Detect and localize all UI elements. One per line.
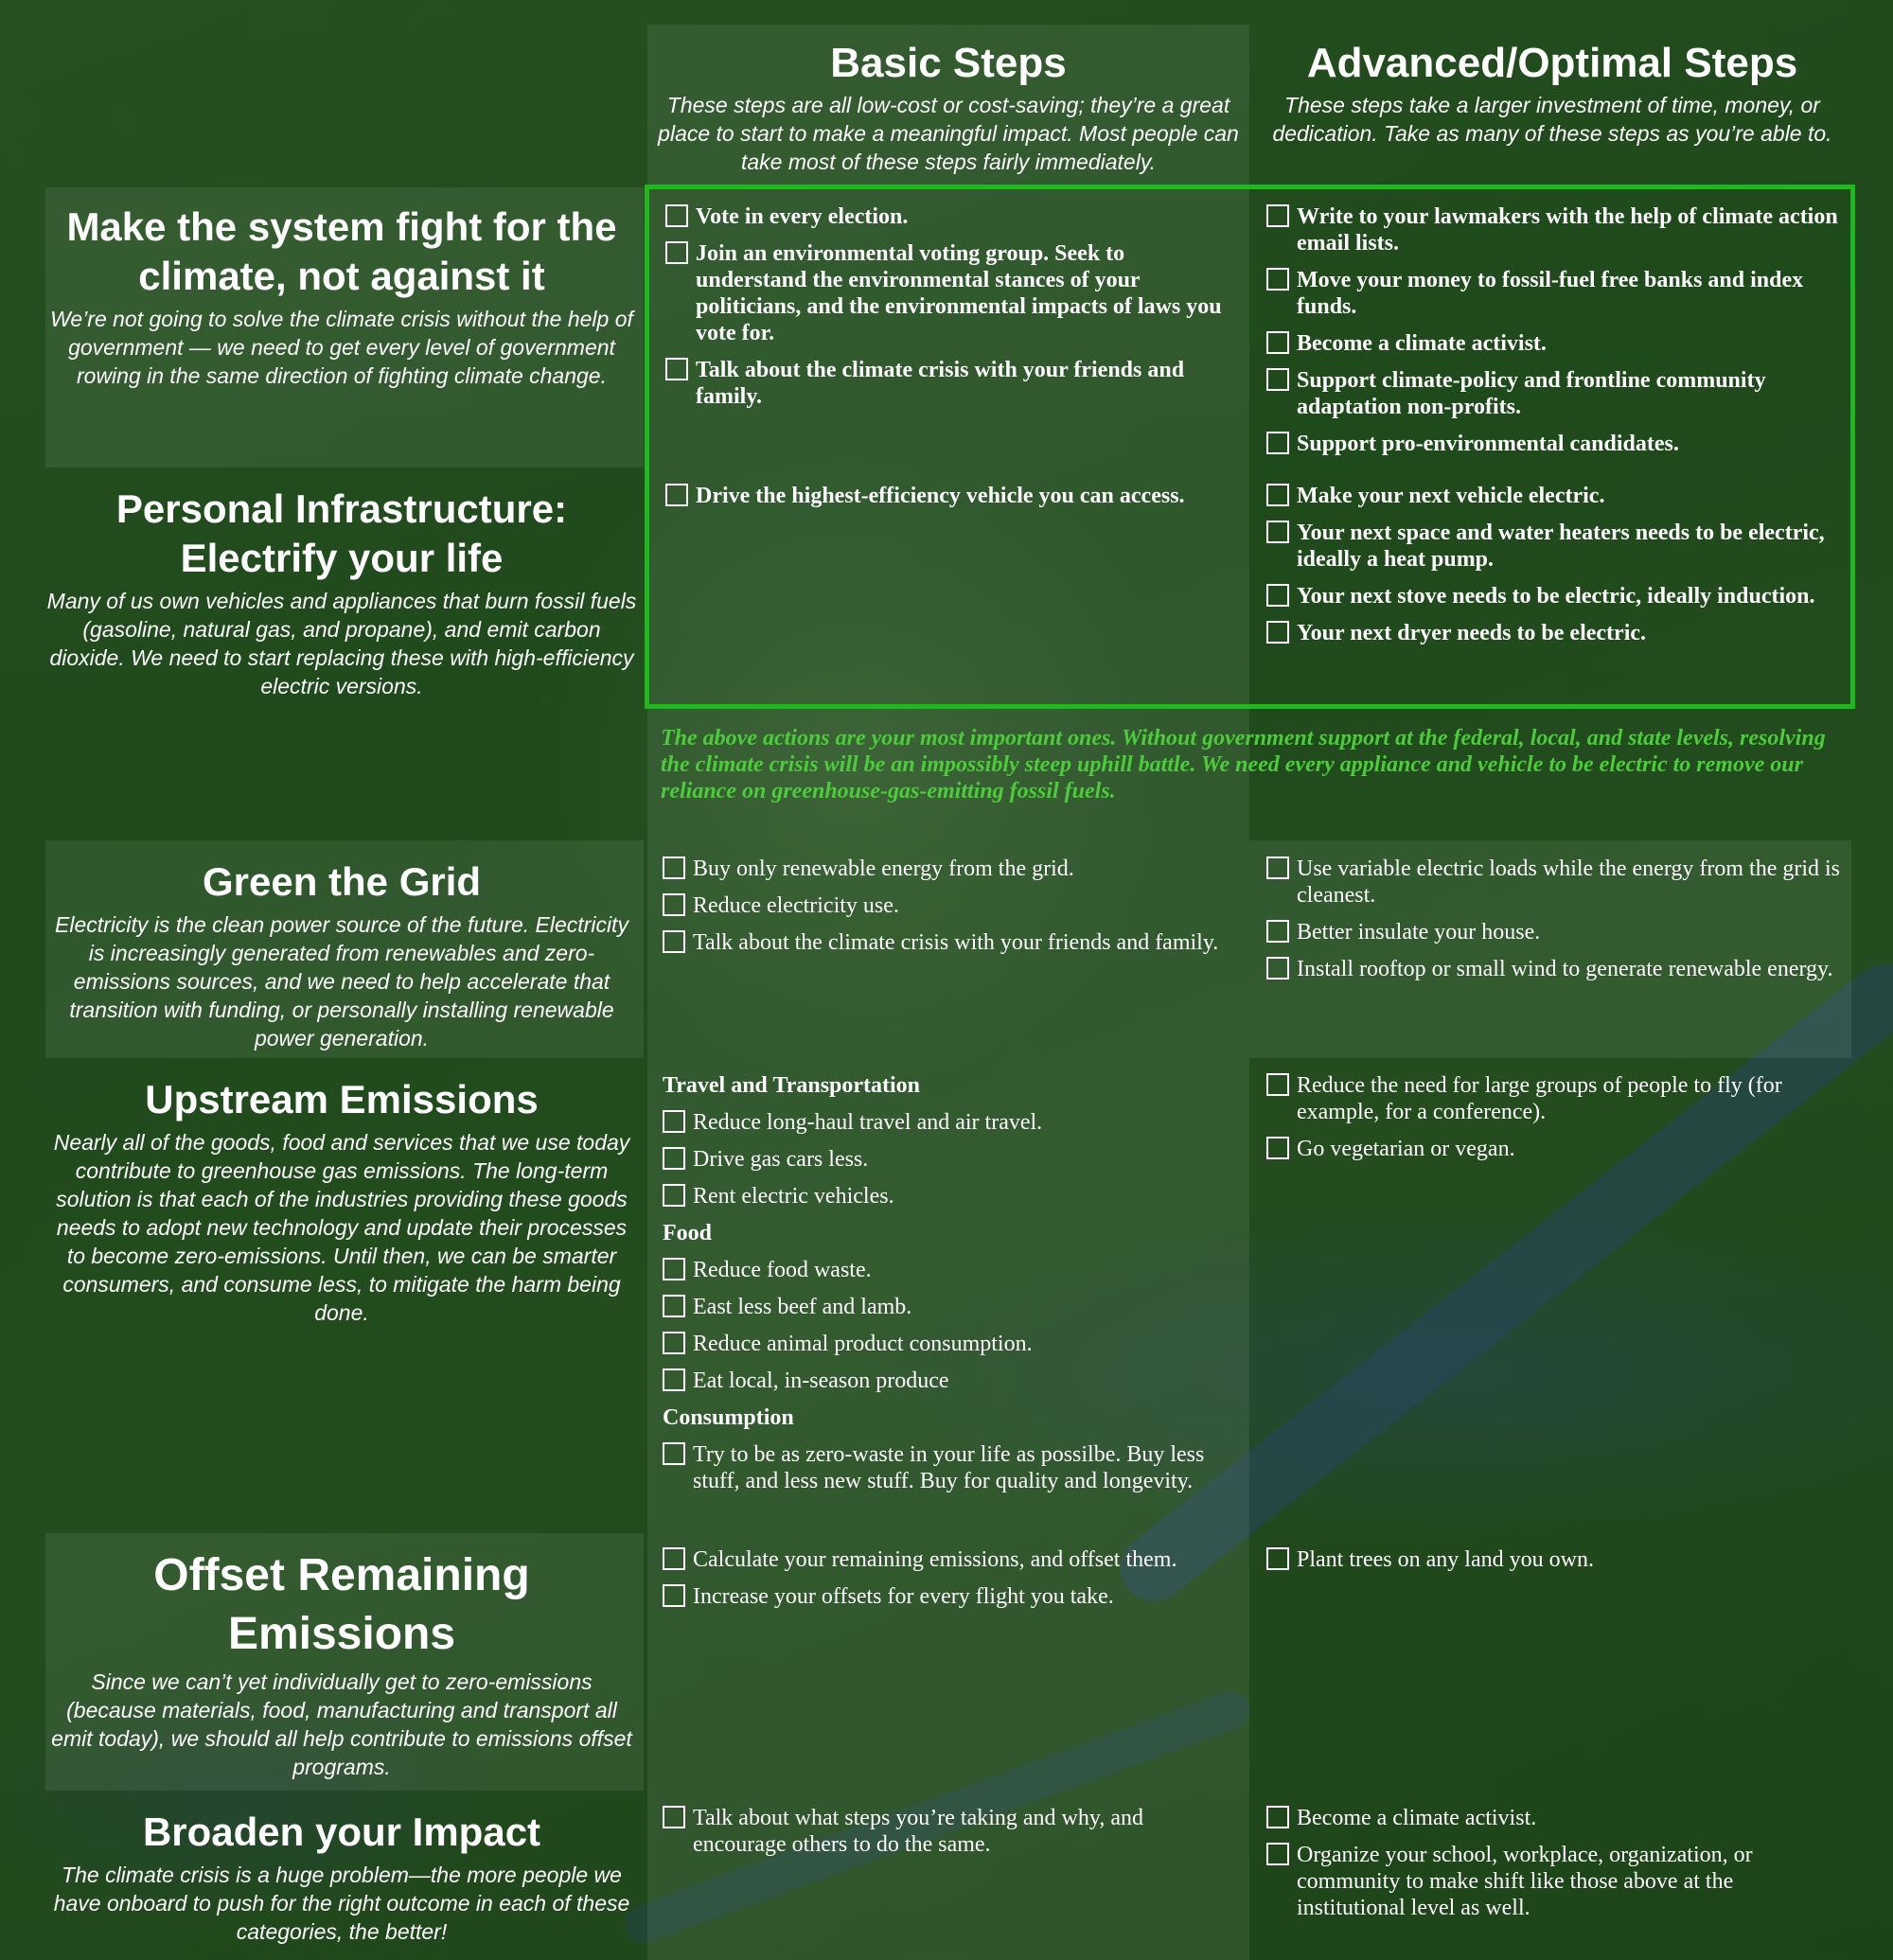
section-upstream-basic <box>663 1072 1238 1505</box>
section-offset <box>45 1546 638 1781</box>
checkbox[interactable] <box>663 893 685 916</box>
checklist-item[interactable]: Calculate your remaining emissions, and offset them. <box>663 1546 1238 1573</box>
checklist-item[interactable]: Organize your school, workplace, organization, or community to make shift like those above at the institutional level as well. <box>1266 1842 1842 1921</box>
checklist-item[interactable]: Buy only renewable energy from the grid. <box>663 856 1238 882</box>
checkbox[interactable] <box>663 856 685 879</box>
advanced-steps-description: These steps take a larger investment of time, money, or dedication. Take as many of these steps as you’re able to. <box>1272 93 1832 146</box>
section-broaden <box>45 1808 638 1946</box>
section-title: Green the Grid <box>202 859 482 904</box>
group-heading: Food <box>663 1221 713 1245</box>
section-title: Broaden your Impact <box>142 1810 541 1854</box>
checklist-item[interactable]: Your next dryer needs to be electric. <box>1266 620 1842 646</box>
checklist-item[interactable]: Support pro-environmental candidates. <box>1266 431 1842 457</box>
group-heading: Travel and Transportation <box>663 1073 921 1098</box>
section-broaden-basic <box>663 1805 1238 1868</box>
checklist-item[interactable]: Talk about the climate crisis with your friends and family. <box>663 929 1238 956</box>
checkbox[interactable] <box>1266 1073 1289 1096</box>
checklist-item[interactable]: East less beef and lamb. <box>663 1294 1238 1320</box>
checklist-item[interactable]: Talk about what steps you’re taking and why, and encourage others to do the same. <box>663 1805 1238 1858</box>
checklist-item[interactable]: Drive gas cars less. <box>663 1146 1238 1173</box>
checkbox[interactable] <box>663 1110 685 1133</box>
checklist-item[interactable]: Write to your lawmakers with the help of climate action email lists. <box>1266 203 1842 256</box>
most-important-frame <box>645 185 1855 709</box>
checkbox[interactable] <box>663 1332 685 1354</box>
section-grid-basic <box>663 856 1238 966</box>
checkbox[interactable] <box>663 1368 685 1391</box>
checklist-item[interactable]: Become a climate activist. <box>1266 1805 1842 1831</box>
checklist-item[interactable]: Reduce food waste. <box>663 1257 1238 1283</box>
checklist-item[interactable]: Reduce animal product consumption. <box>663 1331 1238 1357</box>
section-system <box>45 203 638 390</box>
checklist-item[interactable]: Make your next vehicle electric. <box>1266 483 1842 509</box>
checklist-item[interactable]: Vote in every election. <box>665 203 1238 230</box>
section-upstream <box>45 1075 638 1327</box>
checklist-item[interactable]: Reduce long-haul travel and air travel. <box>663 1109 1238 1136</box>
checkbox[interactable] <box>663 1184 685 1207</box>
section-title: Make the system fight for the climate, not against it <box>66 204 617 298</box>
section-description: Nearly all of the goods, food and services that we use today contribute to greenhouse gas emissions. The long-term solution is that each of the industries providing these goods needs to adopt new technology and update their processes to become zero-emissions. Until then, we can be smarter consumers, and consume less, to mitigate the harm being done. <box>53 1130 630 1325</box>
checklist-item[interactable]: Move your money to fossil-fuel free banks and index funds. <box>1266 267 1842 320</box>
checkbox[interactable] <box>663 1442 685 1465</box>
checklist-item[interactable]: Rent electric vehicles. <box>663 1183 1238 1210</box>
section-electrify <box>45 485 638 700</box>
checkbox[interactable] <box>1266 1547 1289 1570</box>
checkbox[interactable] <box>663 1295 685 1317</box>
checkbox[interactable] <box>1266 1137 1289 1159</box>
checkbox[interactable] <box>663 1258 685 1280</box>
section-description: We’re not going to solve the climate crisis without the help of government — we need to get every level of government rowing in the same direction of fighting climate change. <box>50 307 633 388</box>
advanced-steps-header <box>1257 40 1848 148</box>
checkbox[interactable] <box>1266 920 1289 943</box>
section-description: Electricity is the clean power source of the future. Electricity is increasingly generated from renewables and zero-emissions sources, and we need to help accelerate that transition with funding, or personally installing renewable power generation. <box>55 912 628 1051</box>
checklist-item[interactable]: Eat local, in-season produce <box>663 1368 1238 1394</box>
checklist-item[interactable]: Increase your offsets for every flight you take. <box>663 1583 1238 1610</box>
section-title: Upstream Emissions <box>145 1077 539 1121</box>
checklist-item[interactable]: Your next space and water heaters needs to be electric, ideally a heat pump. <box>1266 520 1842 573</box>
checklist-item[interactable]: Your next stove needs to be electric, ideally induction. <box>1266 583 1842 609</box>
checkbox[interactable] <box>663 930 685 953</box>
checkbox[interactable] <box>663 1584 685 1607</box>
section-description: The climate crisis is a huge problem—the more people we have onboard to push for the right outcome in each of these categories, the better! <box>53 1863 630 1944</box>
checklist-item[interactable]: Use variable electric loads while the energy from the grid is cleanest. <box>1266 856 1842 909</box>
checklist-item[interactable]: Talk about the climate crisis with your friends and family. <box>665 357 1238 410</box>
section-grid <box>45 857 638 1052</box>
checkbox[interactable] <box>663 1806 685 1828</box>
checkbox[interactable] <box>663 1147 685 1170</box>
checklist-item[interactable]: Drive the highest-efficiency vehicle you can access. <box>665 483 1238 509</box>
checkbox[interactable] <box>1266 957 1289 980</box>
section-description: Many of us own vehicles and appliances that burn fossil fuels (gasoline, natural gas, and propane), and emit carbon dioxide. We need to start replacing these with high-efficiency electric versions. <box>46 589 637 698</box>
checklist-item[interactable]: Try to be as zero-waste in your life as possilbe. Buy less stuff, and less new stuff. Buy for quality and longevity. <box>663 1441 1238 1494</box>
section-title: Personal Infrastructure: Electrify your life <box>115 486 568 580</box>
checkbox[interactable] <box>1266 1843 1289 1865</box>
section-description: Since we can’t yet individually get to zero-emissions (because materials, food, manufacturing and transport all emit today), we should all help contribute to emissions offset programs. <box>51 1669 632 1779</box>
important-note: The above actions are your most important ones. Without government support at the federal, local, and state levels, resolving the climate crisis will be an impossibly steep uphill battle. We need every appliance and vehicle to be electric to remove our reliance on greenhouse-gas-emitting fossil fuels. <box>661 726 1826 803</box>
checklist-item[interactable]: Join an environmental voting group. Seek to understand the environmental stances of your politicians, and the environmental impacts of laws you vote for. <box>665 240 1238 346</box>
checkbox[interactable] <box>1266 1806 1289 1828</box>
checkbox[interactable] <box>663 1547 685 1570</box>
section-grid-advanced <box>1266 856 1842 993</box>
section-offset-basic <box>663 1546 1238 1620</box>
section-offset-advanced <box>1266 1546 1842 1583</box>
section-broaden-advanced <box>1266 1805 1842 1932</box>
checklist-item[interactable]: Install rooftop or small wind to generate renewable energy. <box>1266 956 1842 982</box>
group-heading: Consumption <box>663 1405 794 1430</box>
basic-steps-header <box>657 40 1240 176</box>
checklist-item[interactable]: Support climate-policy and frontline community adaptation non-profits. <box>1266 367 1842 420</box>
checklist-item[interactable]: Go vegetarian or vegan. <box>1266 1136 1842 1162</box>
checklist-item[interactable]: Become a climate activist. <box>1266 330 1842 357</box>
checklist-item[interactable]: Better insulate your house. <box>1266 919 1842 945</box>
basic-steps-description: These steps are all low-cost or cost-saving; they’re a great place to start to make a meaningful impact. Most people can take most of these steps fairly immediately. <box>658 93 1239 174</box>
basic-steps-title: Basic Steps <box>830 40 1067 86</box>
checklist-item[interactable]: Reduce the need for large groups of people to fly (for example, for a conference). <box>1266 1072 1842 1125</box>
section-title: Offset Remaining Emissions <box>153 1550 530 1659</box>
checkbox[interactable] <box>1266 856 1289 879</box>
advanced-steps-title: Advanced/Optimal Steps <box>1306 40 1798 86</box>
checklist-item[interactable]: Reduce electricity use. <box>663 892 1238 919</box>
checklist-item[interactable]: Plant trees on any land you own. <box>1266 1546 1842 1573</box>
section-upstream-advanced <box>1266 1072 1842 1173</box>
